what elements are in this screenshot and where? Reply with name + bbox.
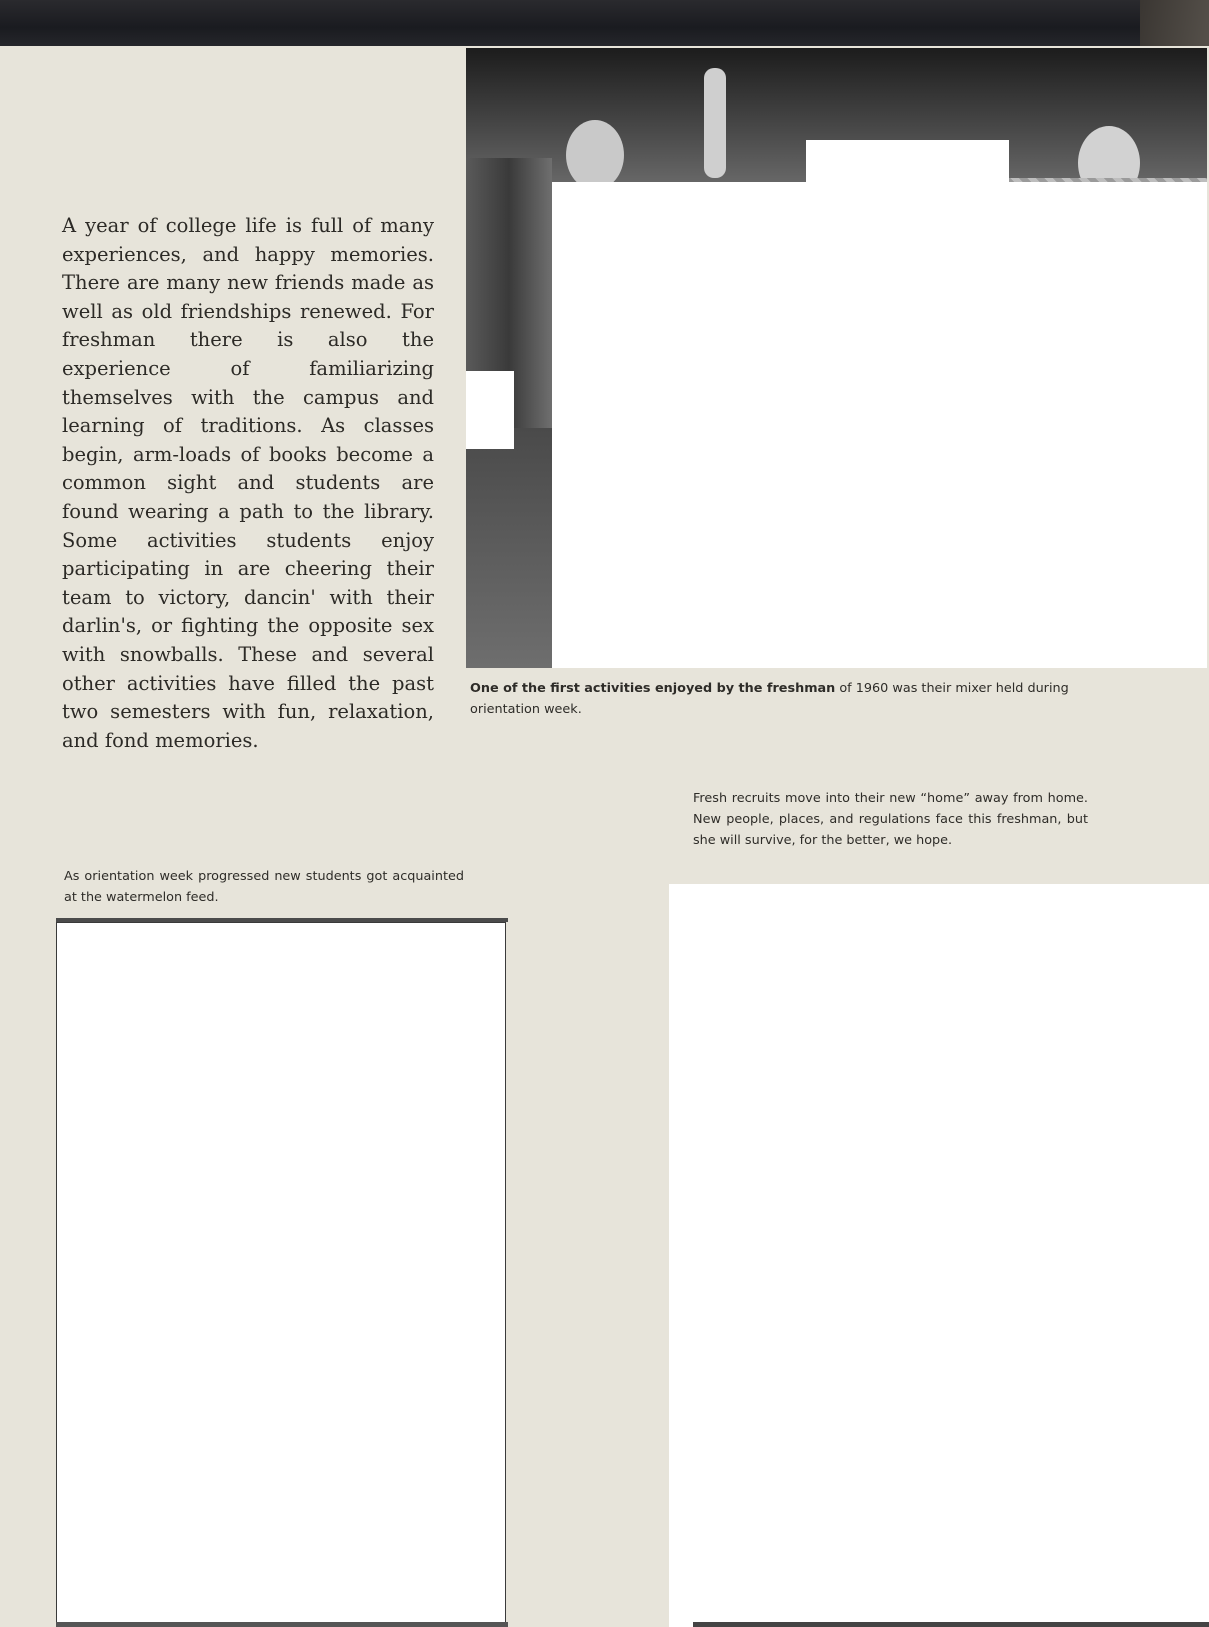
page-top-edge — [0, 0, 1209, 46]
photo-redaction-block — [1049, 274, 1207, 334]
mixer-caption-rest: of 1960 was their mixer held during orientation week. — [470, 681, 1069, 717]
watermelon-feed-photo — [56, 922, 506, 1627]
watermelon-caption: As orientation week progressed new students got acquainted at the watermelon feed. — [64, 869, 464, 905]
mixer-dance-photo — [466, 48, 1207, 668]
dorm-caption: Fresh recruits move into their new “home” away from home. New people, places, and regulations face this freshman, but she will survive, for the better, we hope. — [693, 791, 1088, 848]
photo-raised-arm — [704, 68, 726, 178]
mixer-caption — [470, 678, 1110, 720]
mixer-caption-lead: One of the first activities enjoyed by the freshman — [470, 681, 836, 696]
photo-dance-floor — [466, 428, 552, 668]
photo-redaction-block — [552, 182, 1207, 668]
intro-paragraph: A year of college life is full of many experiences, and happy memories. There are many new friends made as well as old friendships renewed. For freshman there is also the experience of familiarizing themselves with the campus and learning of traditions. As classes begin, arm-loads of books become a common sight and students are found wearing a path to the library. Some activities students enjoy participating in are cheering their team to victory, dancin' with their darlin's, or fighting the opposite sex with snowballs. These and several other activities have filled the past two semesters with fun, relaxation, and fond memories. — [62, 214, 434, 752]
photo-student-face-left — [566, 120, 624, 190]
dorm-move-in-photo — [669, 884, 1209, 1627]
photo-redaction-block — [806, 140, 1009, 182]
photo-redaction-block — [466, 371, 514, 449]
